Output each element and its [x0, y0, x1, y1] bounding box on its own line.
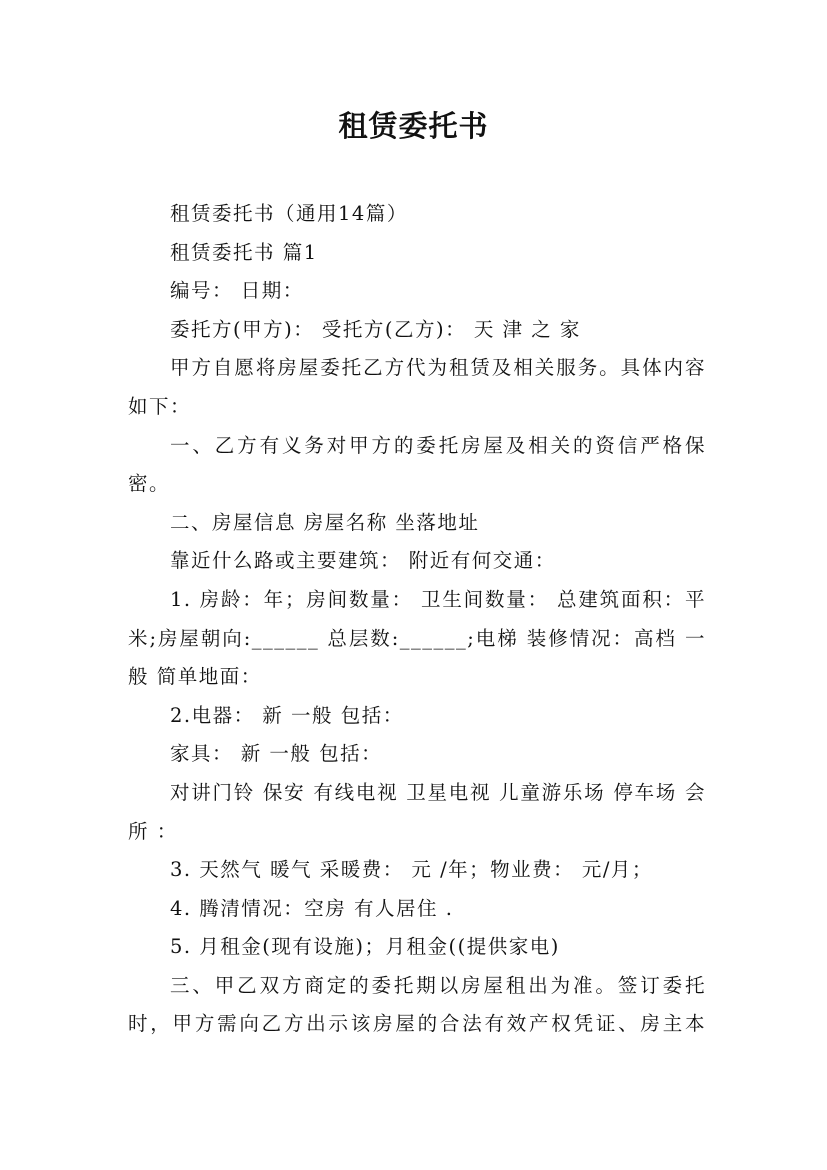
- paragraph: 2.电器： 新 一般 包括：: [170, 703, 404, 727]
- paragraph: 对讲门铃 保安 有线电视 卫星电视 儿童游乐场 停车场 会所 ：: [128, 780, 706, 843]
- paragraph: 二、房屋信息 房屋名称 坐落地址: [170, 510, 480, 534]
- paragraph: 1. 房龄：年；房间数量： 卫生间数量： 总建筑面积：平米;房屋朝向:______ 总层数:______;电梯 装修情况：高档 一般 简单地面：: [128, 587, 706, 689]
- paragraph: 三、甲乙双方商定的委托期以房屋租出为准。签订委托时，甲方需向乙方出示该房屋的合法有效产权凭证、房主本: [128, 973, 706, 1036]
- paragraph: 一、乙方有义务对甲方的委托房屋及相关的资信严格保密。: [128, 433, 706, 496]
- paragraph: 委托方(甲方)： 受托方(乙方)： 天 津 之 家: [170, 317, 581, 341]
- paragraph: 租赁委托书（通用14篇）: [170, 202, 408, 225]
- paragraph: 租赁委托书 篇1: [170, 240, 318, 264]
- paragraph: 靠近什么路或主要建筑： 附近有何交通：: [170, 549, 556, 573]
- paragraph: 家具： 新 一般 包括：: [170, 742, 383, 766]
- paragraph: 甲方自愿将房屋委托乙方代为租赁及相关服务。具体内容如下：: [128, 356, 706, 418]
- paragraph: 3. 天然气 暖气 采暖费： 元 /年；物业费： 元/月；: [170, 858, 653, 882]
- paragraph: 编号： 日期：: [170, 279, 304, 303]
- paragraph: 5. 月租金(现有设施)；月租金((提供家电): [170, 935, 560, 959]
- document-body: [128, 195, 706, 1044]
- document-title: 租赁委托书: [338, 109, 489, 143]
- paragraph: 4. 腾清情况：空房 有人居住 .: [170, 896, 454, 920]
